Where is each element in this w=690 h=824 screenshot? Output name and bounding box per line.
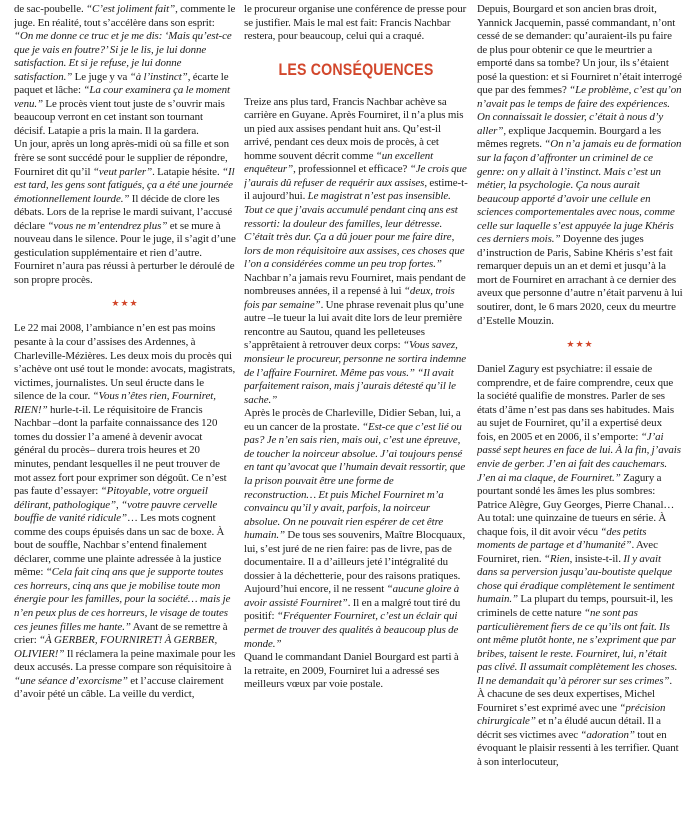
column-3 (477, 3, 683, 821)
article-paragraph: le procureur organise une conférence de presse pour se justifier. Mais le mal est fait: Francis Nachbar restera, pour beaucoup, celui qui a craqué. (244, 3, 467, 43)
section-heading: LES CONSÉQUENCES (278, 60, 434, 79)
article-paragraph: À chacune de ses deux expertises, Michel Fourniret s’est exprimé avec une “précision chirurgicale” et n’a éludé aucun détail. Il a décrit ses victimes avec “adoration” tout en évoquant le plaisir ressenti à les terrifier. Quant à son interlocuteur, (477, 688, 679, 768)
article-paragraph: de sac-poubelle. “C’est joliment fait”, commente le juge. En réalité, tout s’accélère dans son esprit: “On me donne ce truc et je me dis: ‘Mais qu’est-ce que je vais en foutre?’ Si je le lis, je lui donne satisfaction. Et si je refuse, je lui donne satisfaction.” Le juge y va “à l’instinct”, écarte le paquet et lâche: “La cour examinera ça le moment venu.” Le procès vient tout juste de s’ouvrir mais beaucoup verront en cet instant son tournant décisif. Latapie a pris la main. Il la gardera. (14, 3, 236, 137)
column-2 (244, 3, 468, 821)
article-paragraph: Treize ans plus tard, Francis Nachbar achève sa carrière en Guyane. Après Fourniret, il n’a plus mis un pied aux assises pendant huit ans. Qu’est-il arrivé, pendant ces deux mois de procès, à cet homme souvent décrit comme “un excellent enquêteur”, professionnel et efficace? “Je crois que j’aurais dû refuser de requérir aux assises, estime-t-il aujourd’hui. Le magistrat n’est pas insensible. Tout ce que j’avais accumulé pendant cinq ans est ressorti: la douleur des familles, leur détresse. C’était très dur. Ça a dû jouer pour me faire dire, lors de mon réquisitoire aux assises, ces choses que l’on a considérées comme un peu trop fortes.” Nachbar n’a jamais revu Fourniret, mais pendant de nombreuses années, il a repensé à lui “deux, trois fois par semaine”. Une phrase revenait plus qu’une autre –le tueur la lui avait dite lors de leur première rencontre au Sautou, quand les pelleteuses s’apprêtaient à retrouver deux corps: “Vous savez, monsieur le procureur, personne ne sortira indemne de l’affaire Fourniret. Même pas vous.” “Il avait parfaitement raison, mais j’aurais détesté qu’il le sache.” (244, 95, 468, 406)
section-divider-stars: ★★★ (566, 340, 594, 351)
article-paragraph: Depuis, Bourgard et son ancien bras droit, Yannick Jacquemin, passé commandant, n’ont cessé de se demander: qu’auraient-ils pu faire de plus pour obtenir ce que le meurtrier a emporté dans sa tombe? Un jour, ils s’étaient posé la question: et si Fourniret n’était interrogé que par des femmes? “Le problème, c’est qu’on n’avait pas le temps de faire des expériences. On connaissait le dossier, c’était à nous d’y aller”, explique Jacquemin. Bourgard a les mêmes regrets. “On n’a jamais eu de formation sur la façon d’affronter un criminel de ce genre: on y allait à l’instinct. Mais c’est un métier, la psychologie. Ça nous aurait beaucoup apporté d’avoir une cellule en sciences comportementales avec nous, comme celle sur laquelle s’est appuyée la juge Khéris ces derniers mois.” Doyenne des juges d’instruction de Paris, Sabine Khéris s’est fait remarquer depuis un an et demi et jusqu’à la mort de Fourniret en arrachant à ce dernier des aveux que personne d’autre n’était parvenu à lui soutirer, dont, le 6 mars 2020, ceux du meurtre d’Estelle Mouzin. (477, 3, 683, 327)
article-paragraph: Un jour, après un long après-midi où sa fille et son frère se sont succédé pour le supplier de répondre, Fourniret dit qu’il “veut parler”. Latapie hésite. “Il est tard, les gens sont fatigués, ça a été une journée émotionnellement lourde.” Il décide de clore les débats. Lors de la reprise le mardi suivant, l’accusé déclare “vous ne m’entendrez plus” et se mure à nouveau dans le silence. Pour le juge, il s’agit d’une gesticulation supplémentaire et rien d’autre. Fourniret n’aura pas réussi à perturber le déroulé de son propre procès. (14, 138, 236, 286)
article-paragraph: Daniel Zagury est psychiatre: il essaie de comprendre, et de faire comprendre, ceux que la société qualifie de monstres. Parler de ses états d’âme n’est pas dans ses habitudes. Mais au sujet de Fourniret, qu’il a expertisé deux fois, en 2005 et en 2006, il s’emporte: “J’ai passé sept heures en face de lui. À la fin, j’avais envie de gerber. J’en ai fait des cauchemars. J’en ai ma claque, de Fourniret.” Zagury a pourtant sondé les âmes les plus sombres: Patrice Alègre, Guy Georges, Pierre Chanal… Au total: une quinzaine de tueurs en série. À chaque fois, il dit avoir vécu “des petits moments de partage et d’humanité”. Avec Fourniret, rien. “Rien, insiste-t-il. Il y avait dans sa perversion jusqu’au-boutiste quelque chose qui éradique complètement le sentiment humain.” La plupart du temps, poursuit-il, les criminels de cette nature “ne sont pas particulièrement fiers de ce qu’ils ont fait. Ils ont même plutôt honte, ne s’expriment que par bribes, taisent le reste. Fourniret, lui, n’était pas clivé. Il assumait complètement les choses. Il ne demandait qu’à pérorer sur ses crimes”. (477, 363, 681, 687)
section-divider-stars: ★★★ (111, 299, 139, 310)
article-paragraph: Le 22 mai 2008, l’ambiance n’en est pas moins pesante à la cour d’assises des Ardennes, à Charleville-Mézières. Les deux mois du procès qui s’achève ont usé tout le monde: avocats, magistrats, victimes, journalistes. Un seul éructe dans le silence de la cour. “Vous n’êtes rien, Fourniret, RIEN!” hurle-t-il. Le réquisitoire de Francis Nachbar –dont la parfaite connaissance des 120 tomes du dossier l’a amené à devenir avocat général du procès– durera trois heures et 20 minutes, pendant lesquelles il ne peut trouver de mot assez fort pour exprimer son dégoût. Ce n’est pas faute d’essayer: “Pitoyable, votre orgueil délirant, pathologique”, “votre pauvre cervelle bouffie de vanité ridicule”… Les mots cognent comme des coups épuisés dans un sac de boxe. À bout de souffle, Nachbar s’entend finalement déclarer, comme une plainte adressée à la justice même: “Cela fait cinq ans que je supporte toutes ces horreurs, cinq ans que je mobilise toute mon énergie pour les familles, pour la société… mais je n’en peux plus de ces horreurs, le visage de toutes ces jeunes filles me hante.” Avant de se remettre à crier: “À GERBER, FOURNIRET! À GERBER, OLIVIER!” Il réclamera la peine maximale pour les deux accusés. La presse compare son réquisitoire à “une séance d’exorcisme” et l’accuse clairement d’avoir pété un câble. La veille du verdict, (14, 322, 236, 701)
column-1 (14, 3, 236, 821)
article-paragraph: Après le procès de Charleville, Didier Seban, lui, a eu un cancer de la prostate. “Est-ce que c’est lié ou pas? Je n’en sais rien, mais oui, c’est une épreuve, de toucher la noirceur absolue. J’ai toujours pensé en tant qu’avocat que l’humain devait ressortir, que la prison pouvait être une forme de reconstruction… Et puis Michel Fourniret m’a convaincu qu’il y avait, parfois, la noirceur absolue. On ne pouvait rien espérer de cet être humain.” De tous ses souvenirs, Maître Blocquaux, lui, s’est juré de ne rien faire: pas de livre, pas de documentaire. Il a d’ailleurs jeté l’intégralité du dossier à la déchetterie, pour des raisons pratiques. Aujourd’hui encore, il ne ressent “aucune gloire à avoir assisté Fourniret”. Il en a malgré tout tiré du positif: “Fréquenter Fourniret, c’est un éclair qui permet de trouver des qualités à beaucoup plus de monde.” (244, 407, 466, 650)
article-paragraph: Quand le commandant Daniel Bourgard est parti à la retraite, en 2009, Fourniret lui a adressé ses meilleurs vœux par voie postale. (244, 651, 459, 691)
